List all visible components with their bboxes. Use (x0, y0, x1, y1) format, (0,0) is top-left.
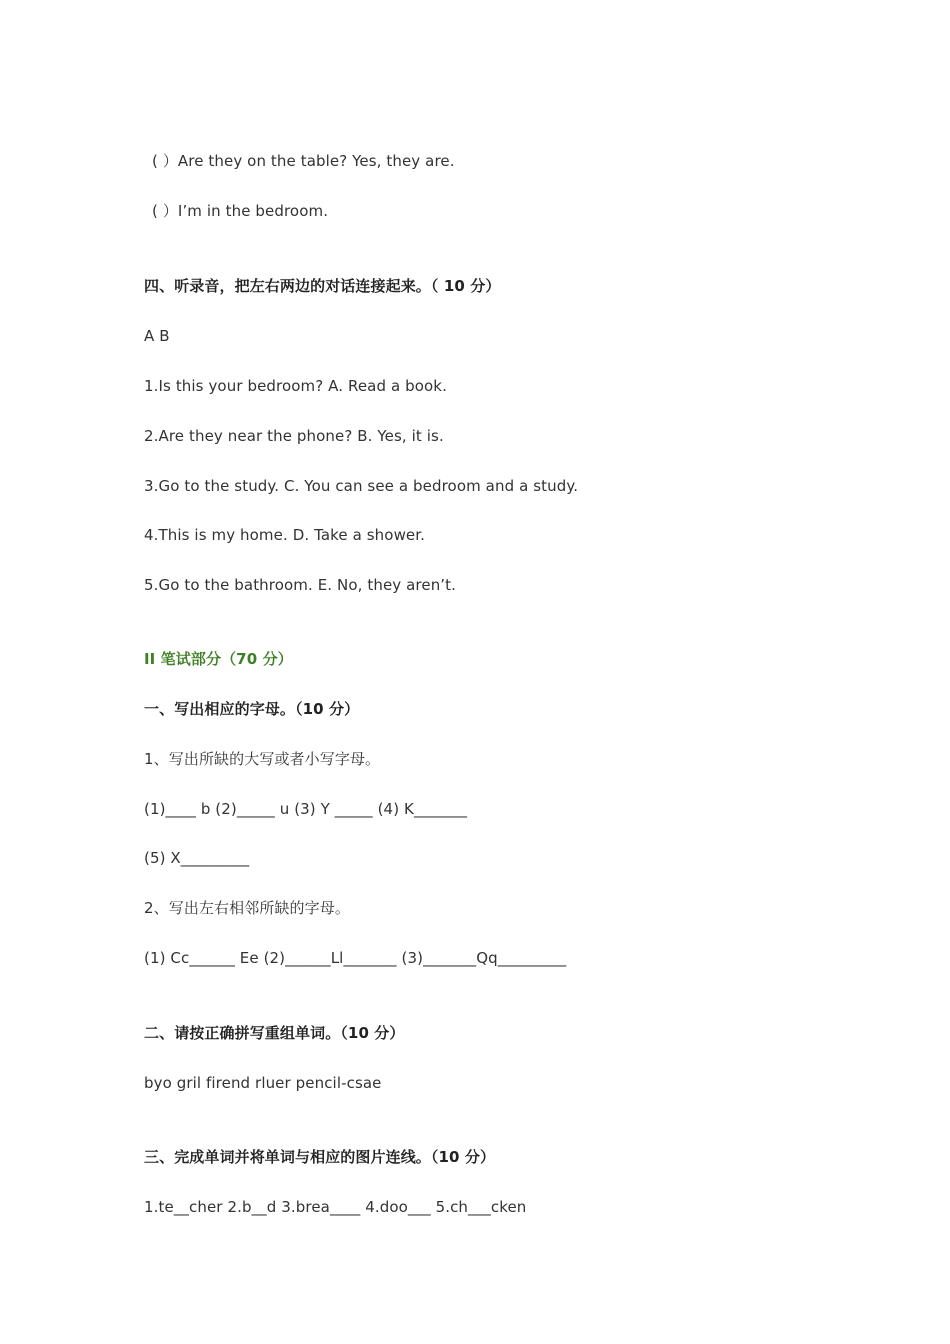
fill-blank-line: (1)____ b (2)_____ u (3) Y _____ (4) K_______ (144, 800, 468, 818)
section-heading-spelling: 二、请按正确拼写重组单词。（10 分） (144, 1024, 405, 1042)
fill-blank-line: (1) Cc______ Ee (2)______Ll_______ (3)_______Qq_________ (144, 949, 567, 967)
section-heading-listening-match: 四、听录音，把左右两边的对话连接起来。（ 10 分） (144, 277, 501, 295)
match-item: 3.Go to the study. C. You can see a bedroom and a study. (144, 477, 579, 495)
sub-question: 1、写出所缺的大写或者小写字母。 (144, 750, 381, 768)
incomplete-words: 1.te__cher 2.b__d 3.brea____ 4.doo___ 5.ch___cken (144, 1198, 527, 1216)
part-title-written: II 笔试部分（70 分） (144, 650, 293, 668)
section-heading-letters: 一、写出相应的字母。（10 分） (144, 700, 360, 718)
match-item: 1.Is this your bedroom? A. Read a book. (144, 377, 447, 395)
match-item: 5.Go to the bathroom. E. No, they aren’t. (144, 576, 457, 594)
sub-question: 2、写出左右相邻所缺的字母。 (144, 899, 350, 917)
scrambled-words: byo gril firend rluer pencil-csae (144, 1074, 382, 1092)
answer-item: ( ）Are they on the table? Yes, they are. (152, 152, 455, 170)
answer-item: ( ）I’m in the bedroom. (152, 202, 329, 220)
match-item: 4.This is my home. D. Take a shower. (144, 526, 426, 544)
fill-blank-line: (5) X_________ (144, 849, 250, 867)
column-labels: A B (144, 327, 170, 345)
section-heading-complete-words: 三、完成单词并将单词与相应的图片连线。（10 分） (144, 1148, 496, 1166)
match-item: 2.Are they near the phone? B. Yes, it is. (144, 427, 444, 445)
